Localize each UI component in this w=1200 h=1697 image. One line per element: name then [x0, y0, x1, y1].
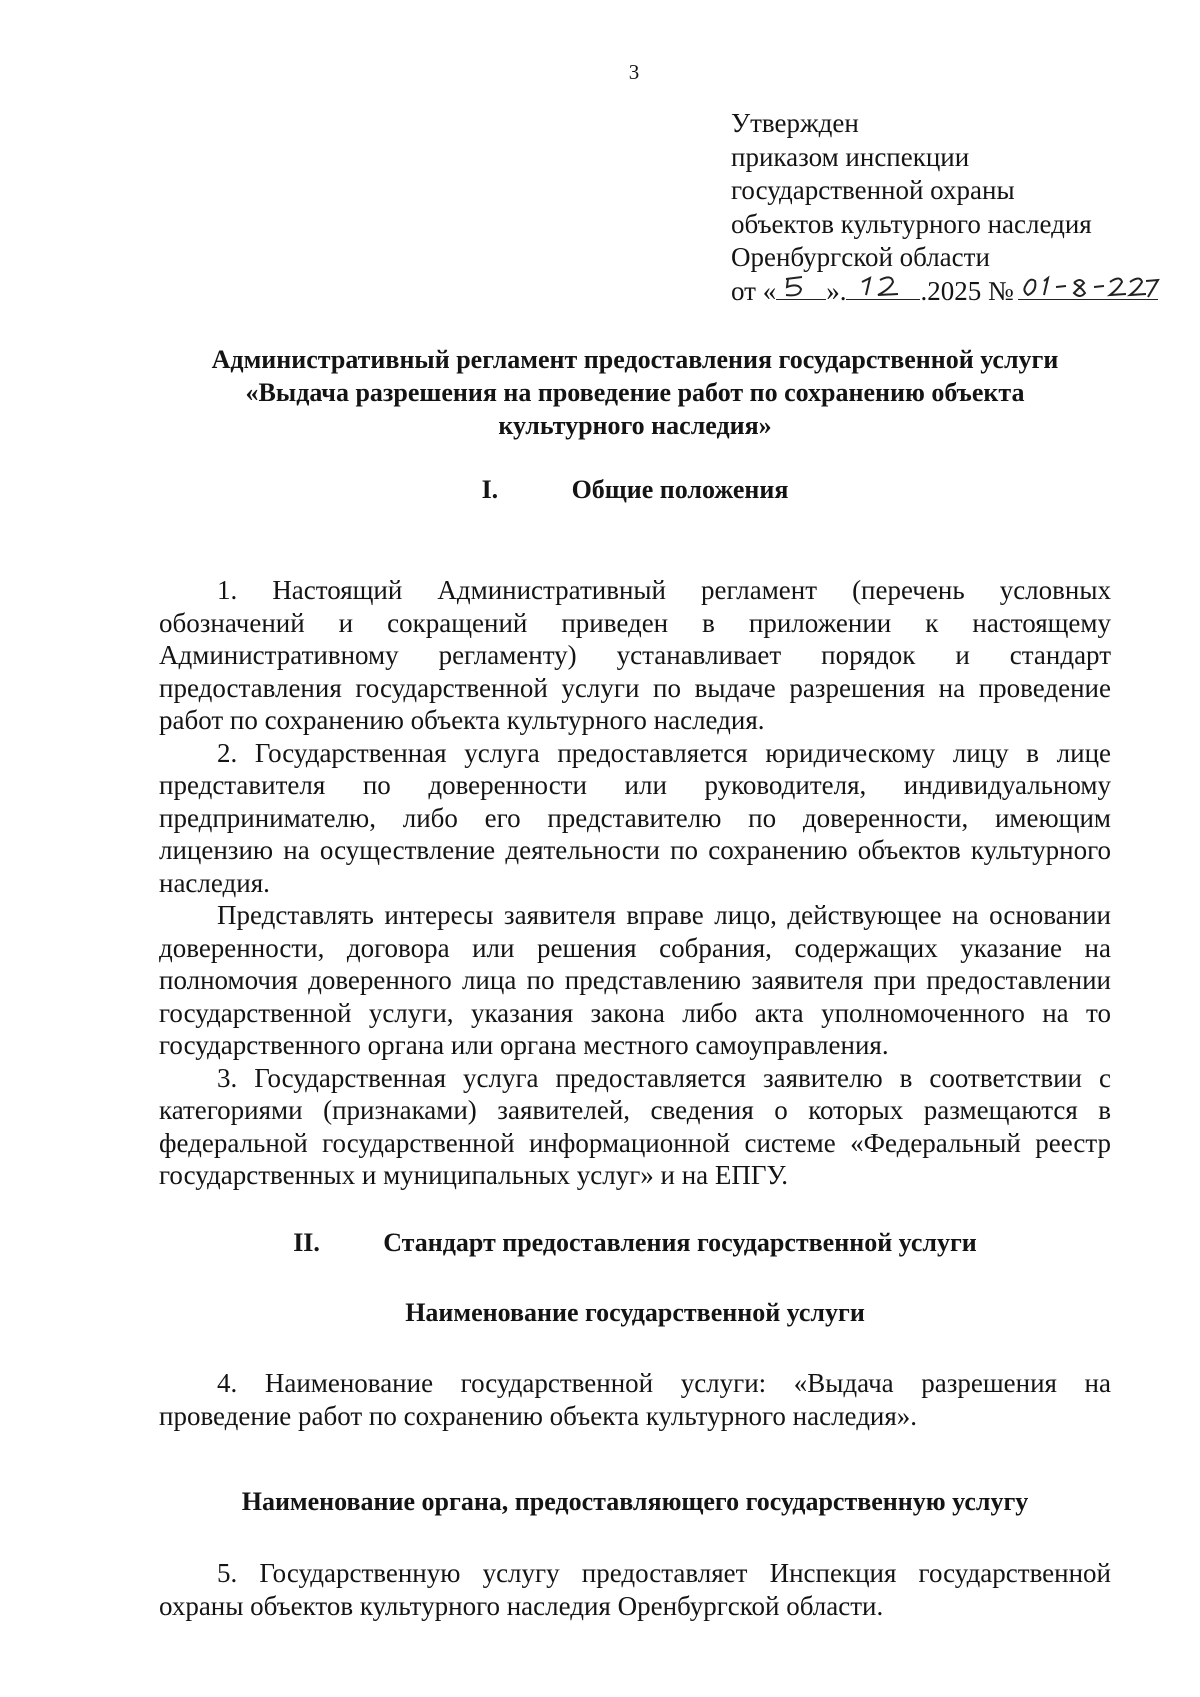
handwritten-day-stroke: [776, 269, 826, 299]
handwritten-order-stroke: [1018, 269, 1158, 301]
date-prefix: от «: [731, 275, 777, 306]
section-title: Общие положения: [571, 475, 789, 504]
document-title: [160, 343, 1110, 442]
approval-line: Утвержден: [731, 108, 859, 138]
paragraph: 1. Настоящий Административный регламент (перечень условных обозначений и сокращений приведен в приложении к настоящему Административному регламенту) устанавливает порядок и стандарт предоставления государственной услуги по выдаче разрешения на проведение работ по сохранению объекта культурного наследия.: [159, 575, 1111, 735]
paragraph: 5. Государственную услугу предоставляет Инспекция государственной охраны объектов культурного наследия Оренбургской области.: [159, 1558, 1111, 1621]
section-number: II.: [293, 1228, 320, 1257]
date-year: .2025 №: [920, 275, 1014, 306]
approval-date-line: [731, 275, 1158, 309]
handwritten-month-stroke: [846, 269, 920, 299]
paragraph: 3. Государственная услуга предоставляется заявителю в соответствии с категориями (признаками) заявителей, сведения о которых размещаются в федеральной государственной информационной системе «Федеральный реестр государственных и муниципальных услуг» и на ЕПГУ.: [159, 1062, 1111, 1190]
section-title: Стандарт предоставления государственной услуги: [383, 1228, 977, 1257]
section-number: I.: [481, 475, 499, 504]
approval-line: приказом инспекции: [731, 141, 970, 172]
approval-block: [731, 107, 1158, 308]
approval-line: государственной охраны: [731, 175, 1015, 205]
section-body: [159, 574, 1111, 1192]
handwritten-month: [846, 275, 920, 300]
title-line: «Выдача разрешения на проведение работ по сохранению объекта: [245, 378, 1025, 407]
section-heading: [160, 475, 1110, 505]
paragraph: 4. Наименование государственной услуги: «Выдача разрешения на проведение работ по сохранению объекта культурного наследия».: [159, 1368, 1111, 1431]
section-body: [159, 1367, 1111, 1432]
date-mid: ».: [826, 275, 847, 306]
subheading: Наименование органа, предоставляющего государственную услугу: [241, 1487, 1029, 1516]
subheading: Наименование государственной услуги: [405, 1298, 865, 1327]
title-line: культурного наследия»: [498, 411, 772, 440]
paragraph: 2. Государственная услуга предоставляется юридическому лицу в лице представителя по доверенности или руководителя, индивидуальному предпринимателю, либо его представителю по доверенности, имеющим лицензию на осуществление деятельности по сохранению объектов культурного наследия.: [159, 737, 1111, 898]
approval-line: объектов культурного наследия: [731, 208, 1092, 239]
page-number: 3: [628, 60, 640, 84]
approval-line: Оренбургской области: [731, 242, 990, 272]
handwritten-day: [776, 275, 826, 300]
section-heading: [160, 1228, 1110, 1258]
handwritten-order-number: [1018, 275, 1158, 300]
section-body: [159, 1557, 1111, 1622]
title-line: Административный регламент предоставления государственной услуги: [211, 345, 1059, 374]
paragraph: Представлять интересы заявителя вправе лицо, действующее на основании доверенности, договора или решения собрания, содержащих указание на полномочия доверенного лица по представлению заявителя при предоставлении государственной услуги, указания закона либо акта уполномоченного на то государственного органа или органа местного самоуправления.: [159, 900, 1111, 1060]
